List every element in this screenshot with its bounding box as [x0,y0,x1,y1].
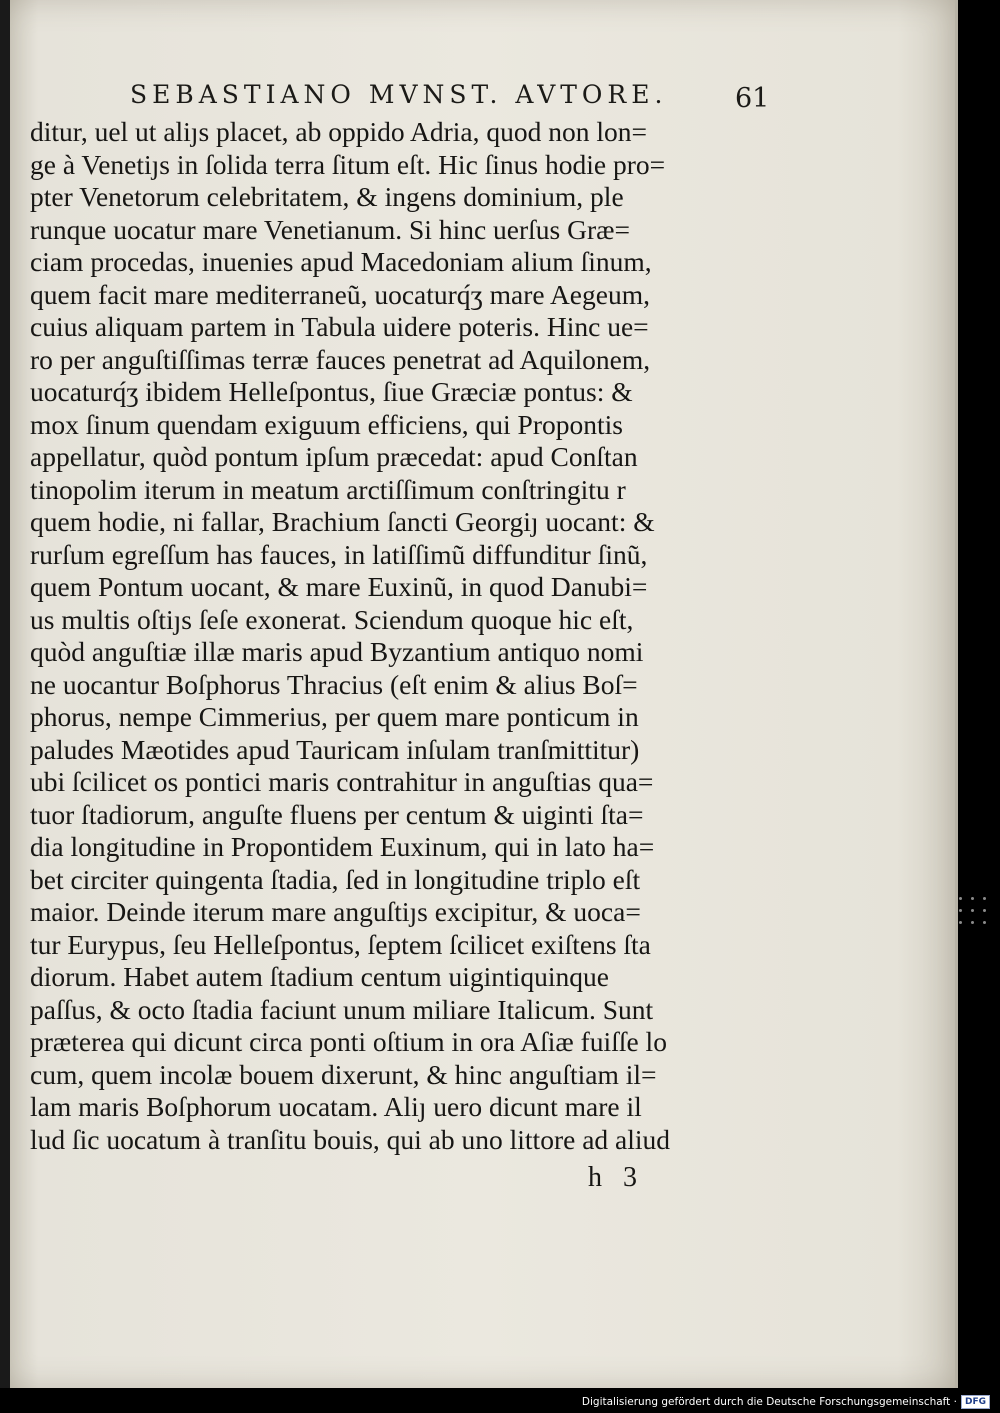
scan-artifact-dots [955,893,995,933]
text-line: appellatur, quòd pontum ipſum præcedat: apud Conſtan [30,441,638,472]
body-text [30,116,755,1156]
text-line: rurſum egreſſum has fauces, in latiſſimũ diffunditur ſinũ, [30,538,648,570]
text-line: ge à Venetiȷs in ſolida terra ſitum eſt. Hic ſinus hodie pro= [30,148,666,180]
text-line: pter Venetorum celebritatem, & ingens dominium, ple [30,181,624,212]
text-line: us multis oſtiȷs ſeſe exonerat. Sciendum quoque hic eſt, [30,603,634,635]
text-line: ciam procedas, inuenies apud Macedoniam alium ſinum, [30,246,652,277]
text-line: dia longitudine in Propontidem Euxinum, qui in lato ha= [30,831,655,862]
text-line: quem facit mare mediterraneũ, uocaturq́ʒ mare Aegeum, [30,278,650,310]
text-line: cum, quem incolæ bouem dixerunt, & hinc anguſtiam il= [30,1058,657,1090]
signature-mark: h 3 [588,1162,637,1193]
text-line: tur Eurypus, ſeu Helleſpontus, ſeptem ſcilicet exiſtens ſta [30,928,651,960]
text-line: paſſus, & octo ſtadia faciunt unum miliare Italicum. Sunt [30,993,654,1025]
text-line: quem Pontum uocant, & mare Euxinũ, in quod Danubi= [30,571,648,602]
text-line: mox ſinum quendam exiguum efficiens, qui Propontis [30,408,623,440]
text-line: tuor ſtadiorum, anguſte fluens per centum & uiginti ſta= [30,798,644,830]
credit-text: Digitalisierung gefördert durch die Deutsche Forschungsgemeinschaft · [581,1396,957,1408]
text-line: uocaturq́ʒ ibidem Helleſpontus, ſiue Græciæ pontus: & [30,376,633,407]
text-line: quem hodie, ni fallar, Brachium ſancti Georgiȷ uocant: & [30,506,655,537]
text-line: runque uocatur mare Venetianum. Si hinc uerſus Græ= [30,213,630,245]
scan-edge [0,0,10,1388]
text-line: cuius aliquam partem in Tabula uidere poteris. Hinc ue= [30,311,649,342]
text-line: ro per anguſtiſſimas terræ fauces penetrat ad Aquilonem, [30,343,651,375]
page-number: 61 [735,83,770,114]
text-line: ubi ſcilicet os pontici maris contrahitur in anguſtias qua= [30,766,654,797]
text-line: tinopolim iterum in meatum arctiſſimum conſtringitu r [30,473,626,505]
text-line: præterea qui dicunt circa ponti oſtium in ora Aſiæ fuiſſe lo [30,1026,667,1057]
text-line: bet circiter quingenta ſtadia, ſed in longitudine triplo eſt [30,863,641,895]
running-title: SEBASTIANO MVNST. AVTORE. [130,80,668,109]
text-line: paludes Mæotides apud Tauricam inſulam tranſmittitur) [30,733,640,765]
text-line: diorum. Habet autem ſtadium centum uigintiquinque [30,961,609,992]
text-line: lam maris Boſphorum uocatam. Aliȷ uero dicunt mare il [30,1091,642,1122]
text-line: quòd anguſtiæ illæ maris apud Byzantium antiquo nomi [30,636,644,667]
text-line: ne uocantur Boſphorus Thracius (eſt enim & alius Boſ= [30,668,638,700]
text-line: ditur, uel ut aliȷs placet, ab oppido Adria, quod non lon= [30,116,648,147]
text-line: phorus, nempe Cimmerius, per quem mare ponticum in [30,701,639,732]
digitization-credit [582,1395,990,1409]
text-line: lud ſic uocatum à tranſitu bouis, qui ab uno littore ad aliud [30,1123,671,1155]
text-line: maior. Deinde iterum mare anguſtiȷs excipitur, & uoca= [30,896,641,927]
dfg-logo-icon: DFG [961,1395,990,1409]
